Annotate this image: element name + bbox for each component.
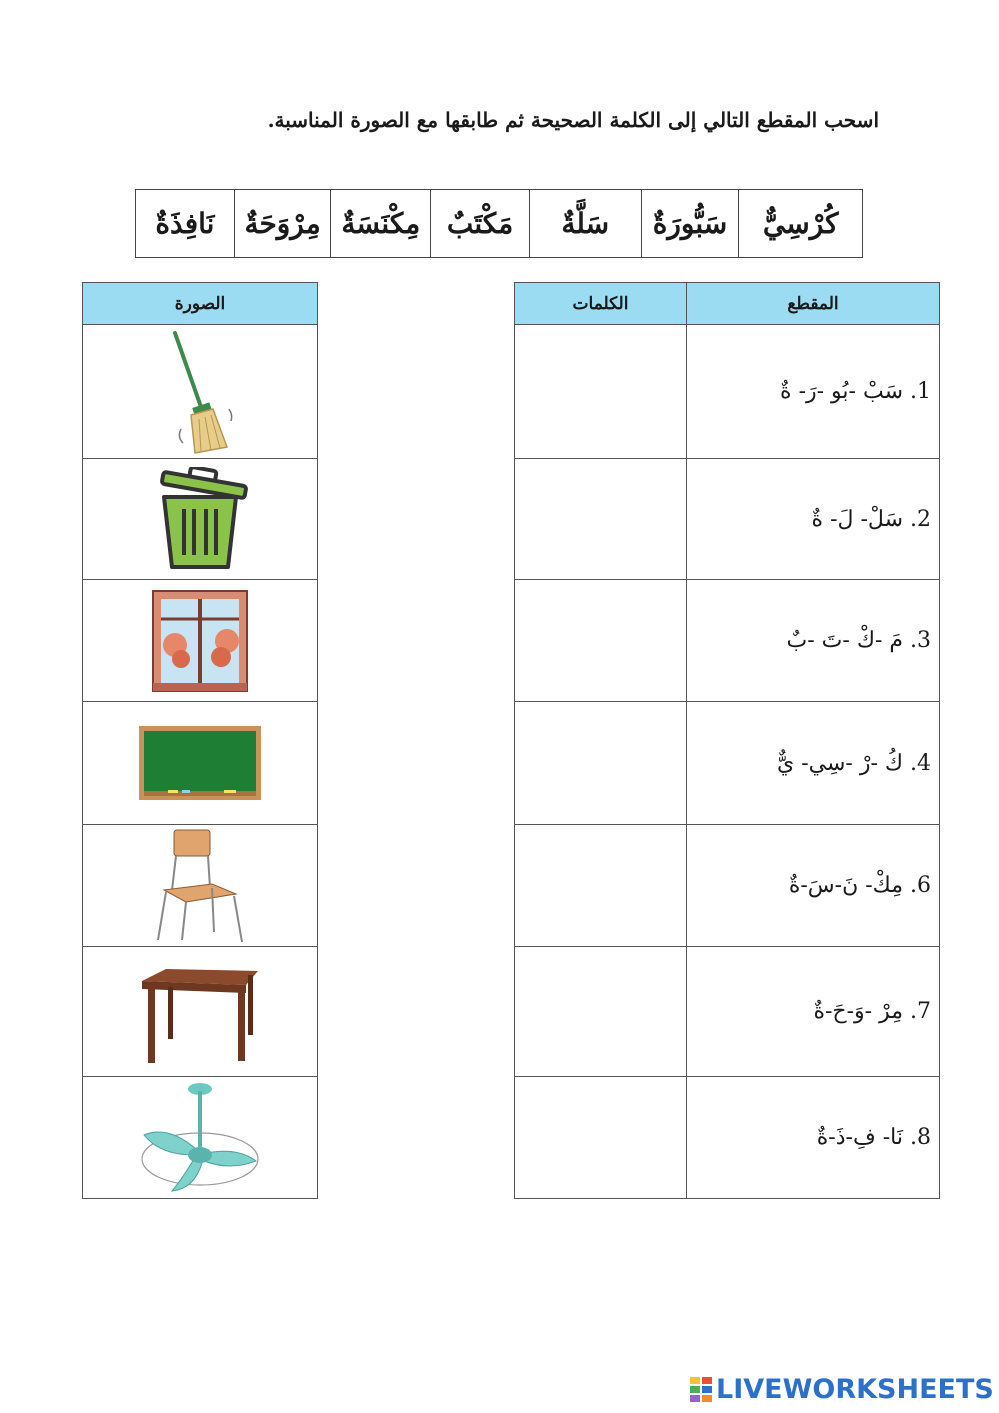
word-drop-zone-4[interactable]: [515, 702, 687, 825]
word-chip-maktab[interactable]: مَكْتَبٌ: [430, 190, 529, 257]
segment-cell-8: 8. نَا- فِ-ذَ-ةٌ: [687, 1077, 940, 1199]
word-chip-nafitha[interactable]: نَافِذَةٌ: [155, 207, 215, 240]
trash-bin-icon: [150, 467, 250, 571]
chair-icon: [152, 828, 248, 944]
word-drop-zone-2[interactable]: [515, 459, 687, 580]
brand-name: LIVEWORKSHEETS: [716, 1373, 994, 1405]
word-drop-zone-1[interactable]: [515, 325, 687, 459]
picture-row[interactable]: [83, 702, 318, 825]
picture-row[interactable]: [83, 1077, 318, 1199]
picture-row[interactable]: [83, 580, 318, 702]
picture-row[interactable]: [83, 459, 318, 580]
word-chip-kursi[interactable]: كُرْسِيٌّ: [738, 190, 862, 257]
table-desk-icon: [138, 959, 262, 1065]
picture-row[interactable]: [83, 947, 318, 1077]
segment-cell-7: 7. مِرْ -وَ-حَ-ةٌ: [687, 947, 940, 1077]
ceiling-fan-icon: [138, 1081, 262, 1195]
word-drop-zone-6[interactable]: [515, 825, 687, 947]
word-drop-zone-7[interactable]: [515, 947, 687, 1077]
segment-cell-4: 4. كُ -رْ -سِي- يٌّ: [687, 702, 940, 825]
word-drop-zone-3[interactable]: [515, 580, 687, 702]
window-icon: [151, 589, 249, 693]
picture-row[interactable]: [83, 325, 318, 459]
words-header: الكلمات: [515, 283, 687, 325]
segment-cell-1: 1. سَبْ -بُو -رَ- ةٌ: [687, 325, 940, 459]
picture-row[interactable]: [83, 825, 318, 947]
word-chip-mirwaha[interactable]: مِرْوَحَةٌ: [234, 190, 331, 257]
picture-header: الصورة: [83, 283, 318, 325]
segment-cell-6: 6. مِكْ- نَ-سَ-ةٌ: [687, 825, 940, 947]
segment-cell-2: 2. سَلْ- لَ- ةٌ: [687, 459, 940, 580]
segment-header: المقطع: [687, 283, 940, 325]
picture-table: [82, 282, 318, 1199]
word-chip-salla[interactable]: سَلَّةٌ: [529, 190, 641, 257]
liveworksheets-mark-icon: [690, 1375, 712, 1403]
word-bank: [135, 189, 863, 258]
word-chip-miknasa[interactable]: مِكْنَسَةٌ: [330, 190, 430, 257]
segment-table: [514, 282, 940, 1199]
word-drop-zone-8[interactable]: [515, 1077, 687, 1199]
word-chip-sabbura[interactable]: سَبُّورَةٌ: [641, 190, 739, 257]
instruction-text: اسحب المقطع التالي إلى الكلمة الصحيحة ثم طابقها مع الصورة المناسبة.: [267, 108, 879, 132]
segment-cell-3: 3. مَ -كْ -تَ -بٌ: [687, 580, 940, 702]
liveworksheets-logo: [690, 1372, 994, 1406]
broom-icon: [165, 329, 235, 455]
chalkboard-icon: [138, 725, 262, 801]
